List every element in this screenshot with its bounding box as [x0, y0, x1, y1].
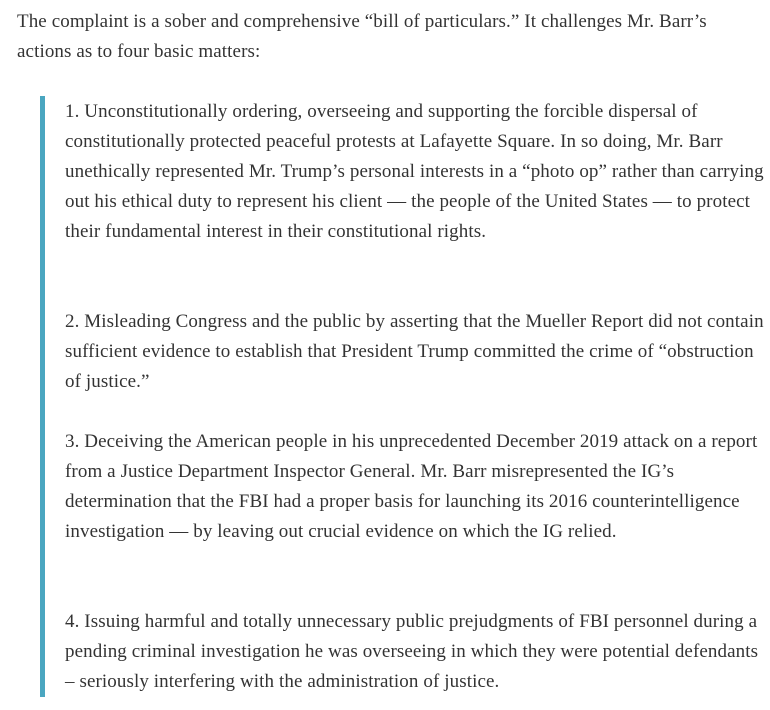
list-item: 2. Misleading Congress and the public by asserting that the Mueller Report did not contain sufficient evidence to establish that President Trump committed the crime of “obstruction of justice.”	[65, 311, 764, 392]
blockquote-border	[40, 96, 45, 697]
list-item: 4. Issuing harmful and totally unnecessary public prejudgments of FBI personnel during a pending criminal investigation he was overseeing in which they were potential defendants – seriously interfering with the administration of justice.	[65, 611, 759, 692]
list-item: 1. Unconstitutionally ordering, overseeing and supporting the forcible dispersal of constitutionally protected peaceful protests at Lafayette Square. In so doing, Mr. Barr unethically represented Mr. Trump’s personal interests in a “photo op” rather than carrying out his ethical duty to represent his client — the people of the United States — to protect their fundamental interest in their constitutional rights.	[65, 101, 764, 242]
list-item: 3. Deceiving the American people in his unprecedented December 2019 attack on a report from a Justice Department Inspector General. Mr. Barr misrepresented the IG’s determination that the FBI had a proper basis for launching its 2016 counterintelligence investigation — by leaving out crucial evidence on which the IG relied.	[65, 431, 758, 542]
intro-paragraph: The complaint is a sober and comprehensive “bill of particulars.” It challenges Mr. Barr’s actions as to four basic matters:	[17, 11, 707, 62]
